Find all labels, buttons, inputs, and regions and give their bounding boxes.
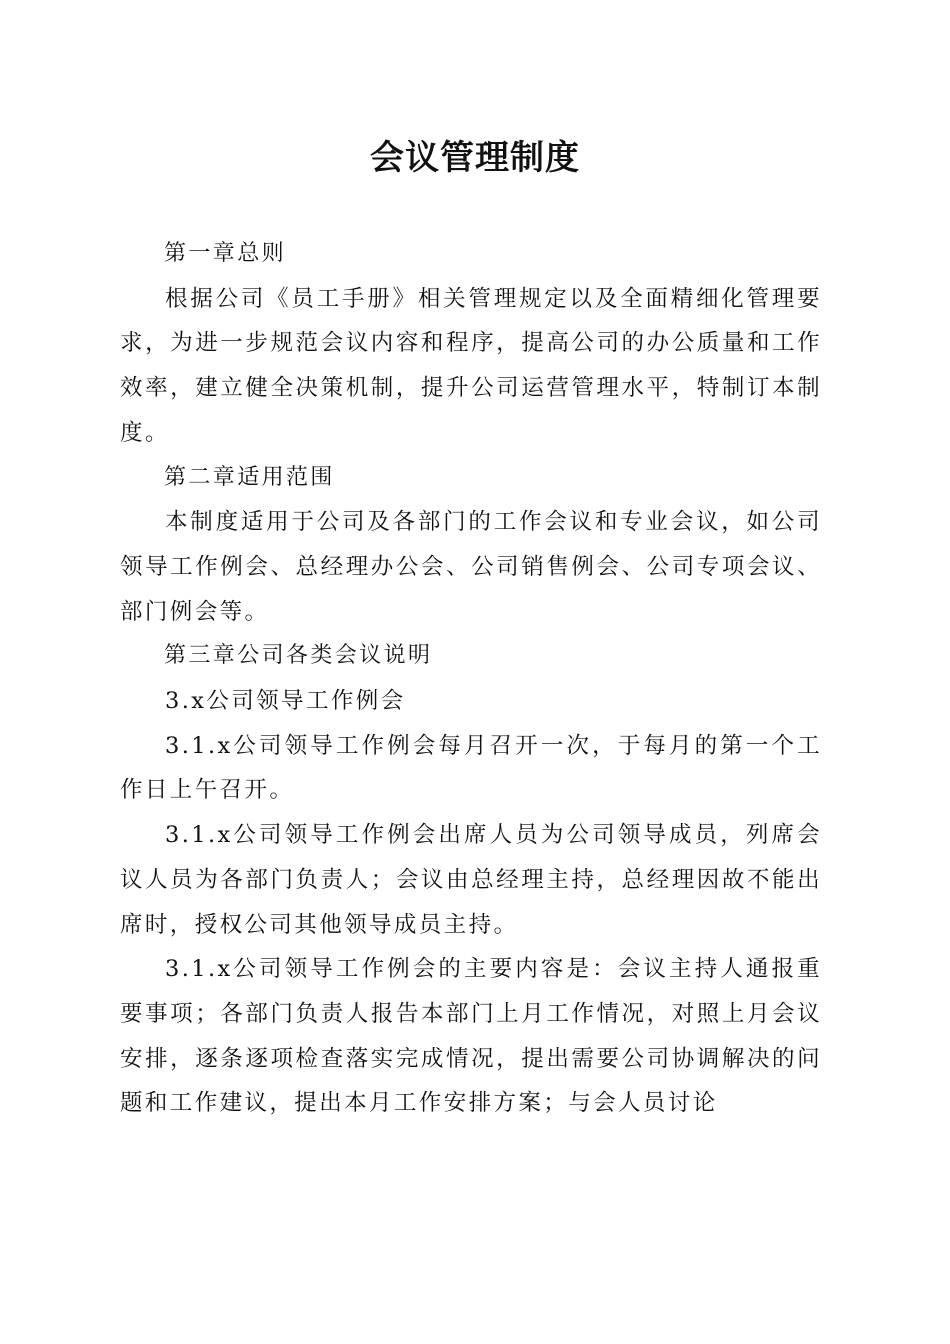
clause-3-1-c: 3.1.x公司领导工作例会的主要内容是：会议主持人通报重要事项；各部门负责人报告本部门上月工作情况，对照上月会议安排，逐条逐项检查落实完成情况，提出需要公司协调解决的问题和工作建议，提出本月工作安排方案；与会人员讨论 (120, 956, 822, 1117)
chapter-2-paragraph: 本制度适用于公司及各部门的工作会议和专业会议，如公司领导工作例会、总经理办公会、公司销售例会、公司专项会议、部门例会等。 (120, 509, 822, 625)
clause-3-1-b: 3.1.x公司领导工作例会出席人员为公司领导成员，列席会议人员为各部门负责人；会议由总经理主持，总经理因故不能出席时，授权公司其他领导成员主持。 (120, 822, 822, 938)
chapter-2-heading: 第二章适用范围 (164, 464, 335, 490)
section-3x-heading: 3.x公司领导工作例会 (165, 688, 406, 715)
document-title: 会议管理制度 (370, 138, 580, 178)
document-body (120, 232, 822, 1126)
chapter-1-paragraph: 根据公司《员工手册》相关管理规定以及全面精细化管理要求，为进一步规范会议内容和程序，提高公司的办公质量和工作效率，建立健全决策机制，提升公司运营管理水平，特制订本制度。 (120, 285, 822, 446)
clause-3-1-a: 3.1.x公司领导工作例会每月召开一次，于每月的第一个工作日上午召开。 (120, 732, 822, 804)
chapter-3-heading: 第三章公司各类会议说明 (164, 643, 433, 669)
chapter-1-heading: 第一章总则 (164, 241, 287, 266)
